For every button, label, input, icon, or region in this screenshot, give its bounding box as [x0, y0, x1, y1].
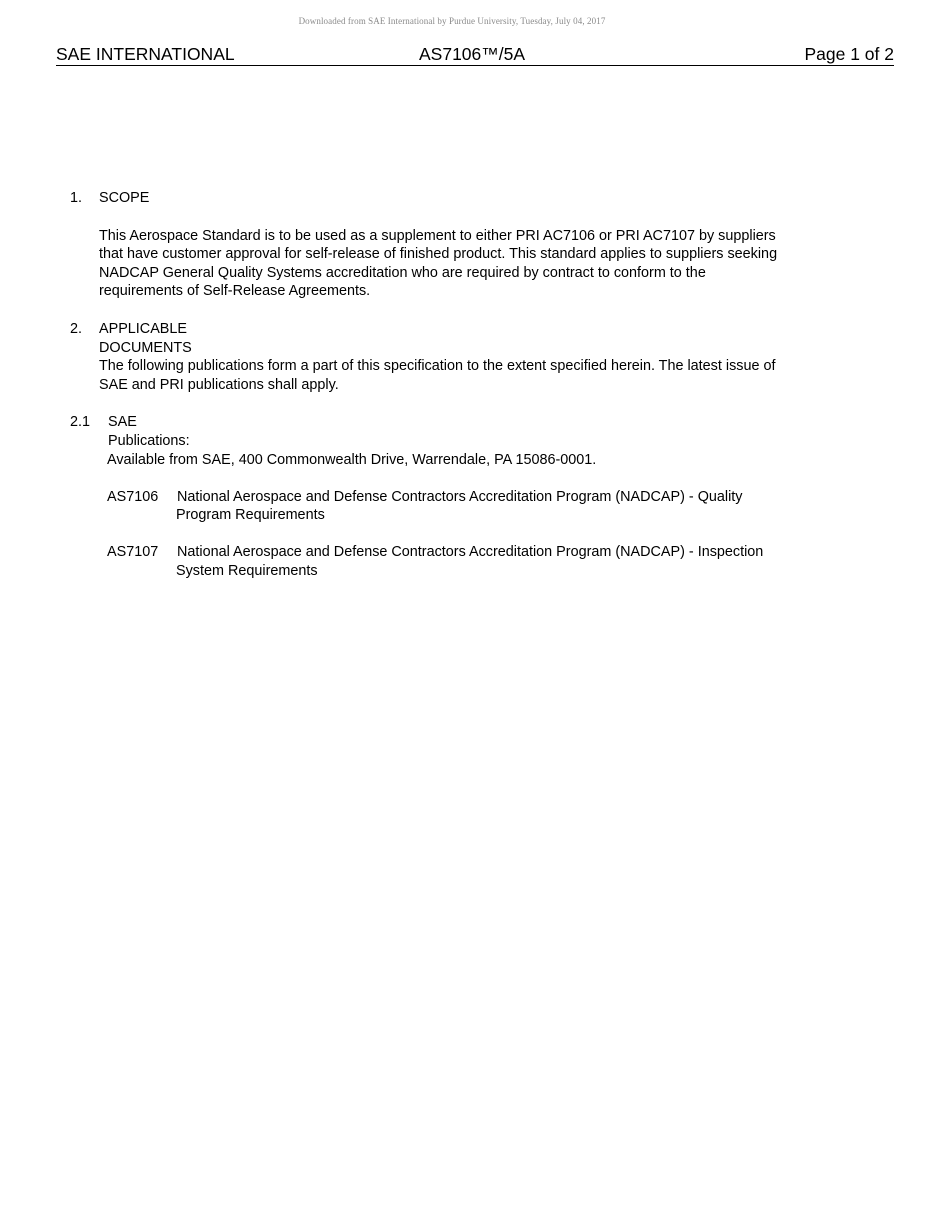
- header-document-id: AS7106™/5A: [419, 44, 526, 64]
- paragraph-line: requirements of Self-Release Agreements.: [99, 283, 371, 299]
- subsection-number: 2.1: [70, 414, 91, 430]
- page-header: [56, 44, 894, 66]
- paragraph-line: that have customer approval for self-release of finished product. This standard applies to suppliers seeking: [99, 246, 778, 262]
- header-organization: SAE INTERNATIONAL: [56, 44, 235, 64]
- header-page-number: Page 1 of 2: [804, 44, 894, 64]
- paragraph-line: This Aerospace Standard is to be used as a supplement to either PRI AC7106 or PRI AC7107 by suppliers: [99, 228, 776, 244]
- availability-text: Available from SAE, 400 Commonwealth Drive, Warrendale, PA 15086-0001.: [107, 452, 597, 468]
- section-title: APPLICABLE DOCUMENTS: [99, 321, 192, 356]
- reference-code: AS7107: [107, 544, 159, 560]
- reference-title-line: System Requirements: [176, 563, 318, 579]
- section-number: 1.: [70, 190, 83, 206]
- paragraph-line: NADCAP General Quality Systems accreditation who are required by contract to conform to the: [99, 265, 706, 281]
- download-watermark: Downloaded from SAE International by Purdue University, Tuesday, July 04, 2017: [298, 16, 606, 26]
- section-title: SCOPE: [99, 190, 150, 206]
- reference-title-line: National Aerospace and Defense Contractors Accreditation Program (NADCAP) - Quality: [177, 489, 743, 505]
- subsection-title: SAE Publications:: [108, 414, 190, 449]
- reference-title-line: National Aerospace and Defense Contractors Accreditation Program (NADCAP) - Inspection: [177, 544, 764, 560]
- paragraph-line: The following publications form a part of this specification to the extent specified herein. The latest issue of: [99, 358, 776, 374]
- reference-code: AS7106: [107, 489, 159, 505]
- paragraph-line: SAE and PRI publications shall apply.: [99, 377, 339, 393]
- reference-title-line: Program Requirements: [176, 507, 325, 523]
- section-number: 2.: [70, 321, 83, 337]
